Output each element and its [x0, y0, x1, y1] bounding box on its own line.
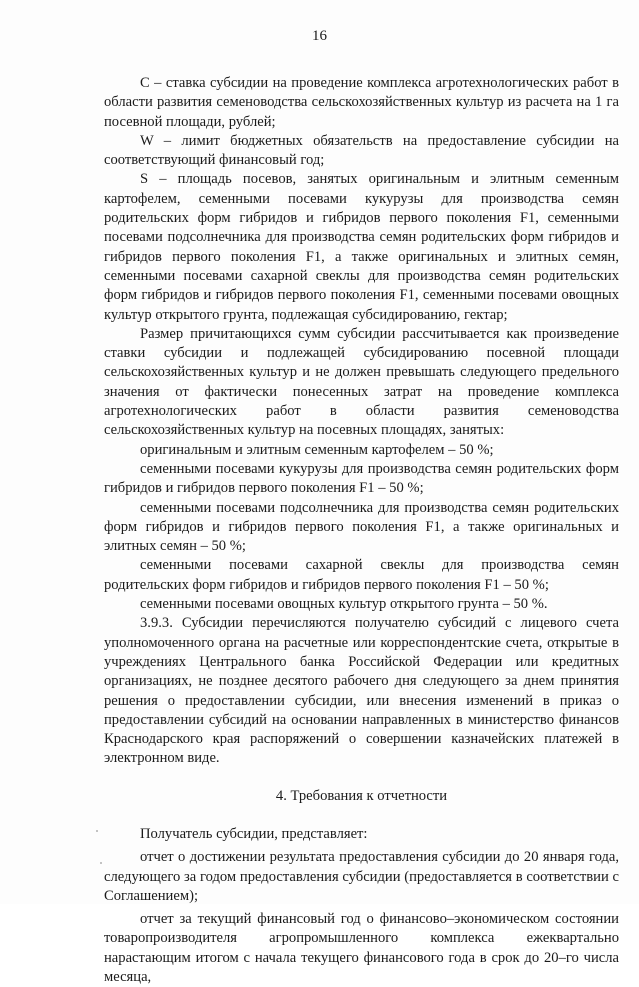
- scan-speck: [96, 830, 98, 832]
- document-body: [104, 74, 619, 987]
- paragraph-financial-report: отчет за текущий финансовый год о финансово–экономическом состоянии товаропроизводителя агропромышленного комплекса ежеквартально нарастающим итогом с начала текущего финансового года в срок до 20–го числа месяца,: [104, 911, 619, 986]
- list-item-sunflower: семенными посевами подсолнечника для производства семян родительских форм гибридов и гибридов первого поколения F1, а также оригинальных и элитных семян – 50 %;: [104, 499, 619, 555]
- page-number: 16: [312, 28, 327, 44]
- paragraph-subsidy-amount: Размер причитающихся сумм субсидии рассчитывается как произведение ставки субсидии и подлежащей субсидированию посевной площади сельскохозяйственных культур и не должен превышать следующего предельного значения от фактически понесенных затрат на проведение комплекса агротехнологических работ в области развития семеноводства сельскохозяйственных культур на посевных площадях, занятых:: [104, 325, 619, 439]
- paragraph-transfer-3-9-3: 3.9.3. Субсидии перечисляются получателю субсидий с лицевого счета уполномоченного органа на расчетные или корреспондентские счета, открытые в учреждениях Центрального банка Российской Федерации или кредитных организациях, не позднее десятого рабочего дня следующего за днем принятия решения о предоставлении субсидии, или внесения изменений в приказ о предоставлении субсидий на основании направленных в министерство финансов Краснодарского края распоряжений о совершении казначейских платежей в электронном виде.: [104, 615, 619, 767]
- section-heading-reporting: 4. Требования к отчетности: [275, 787, 448, 804]
- list-item-potato: оригинальным и элитным семенным картофелем – 50 %;: [140, 441, 494, 458]
- paragraph-area-s: S – площадь посевов, занятых оригинальным и элитным семенным картофелем, семенными посевами кукурузы для производства семян родительских форм гибридов и гибридов первого поколения F1, семенными посевами подсолнечника для производства семян родительских форм гибридов и гибридов первого поколения F1, а также оригинальных и элитных семян, семенными посевами сахарной свеклы для производства семян родительских форм гибридов и гибридов первого поколения F1, семенными посевами овощных культур открытого грунта, подлежащая субсидированию, гектар;: [104, 171, 619, 323]
- scan-speck: [100, 862, 102, 864]
- list-item-corn: семенными посевами кукурузы для производства семян родительских форм гибридов и гибридов первого поколения F1 – 50 %;: [104, 460, 619, 497]
- list-item-sugar-beet: семенными посевами сахарной свеклы для производства семян родительских форм гибридов и гибридов первого поколения F1 – 50 %;: [104, 557, 619, 593]
- paragraph-recipient-submits: Получатель субсидии, представляет:: [140, 825, 368, 842]
- paragraph-limit-w: W – лимит бюджетных обязательств на предоставление субсидии на соответствующий финансовый год;: [104, 132, 619, 169]
- paragraph-rate-c: C – ставка субсидии на проведение комплекса агротехнологических работ в области развития семеноводства сельскохозяйственных культур из расчета на 1 га посевной площади, рублей;: [104, 75, 619, 130]
- list-item-vegetables: семенными посевами овощных культур открытого грунта – 50 %.: [140, 596, 548, 613]
- paragraph-result-report: отчет о достижении результата предоставления субсидии до 20 января года, следующего за годом предоставления субсидии (предоставляется в соответствии с Соглашением);: [104, 849, 619, 904]
